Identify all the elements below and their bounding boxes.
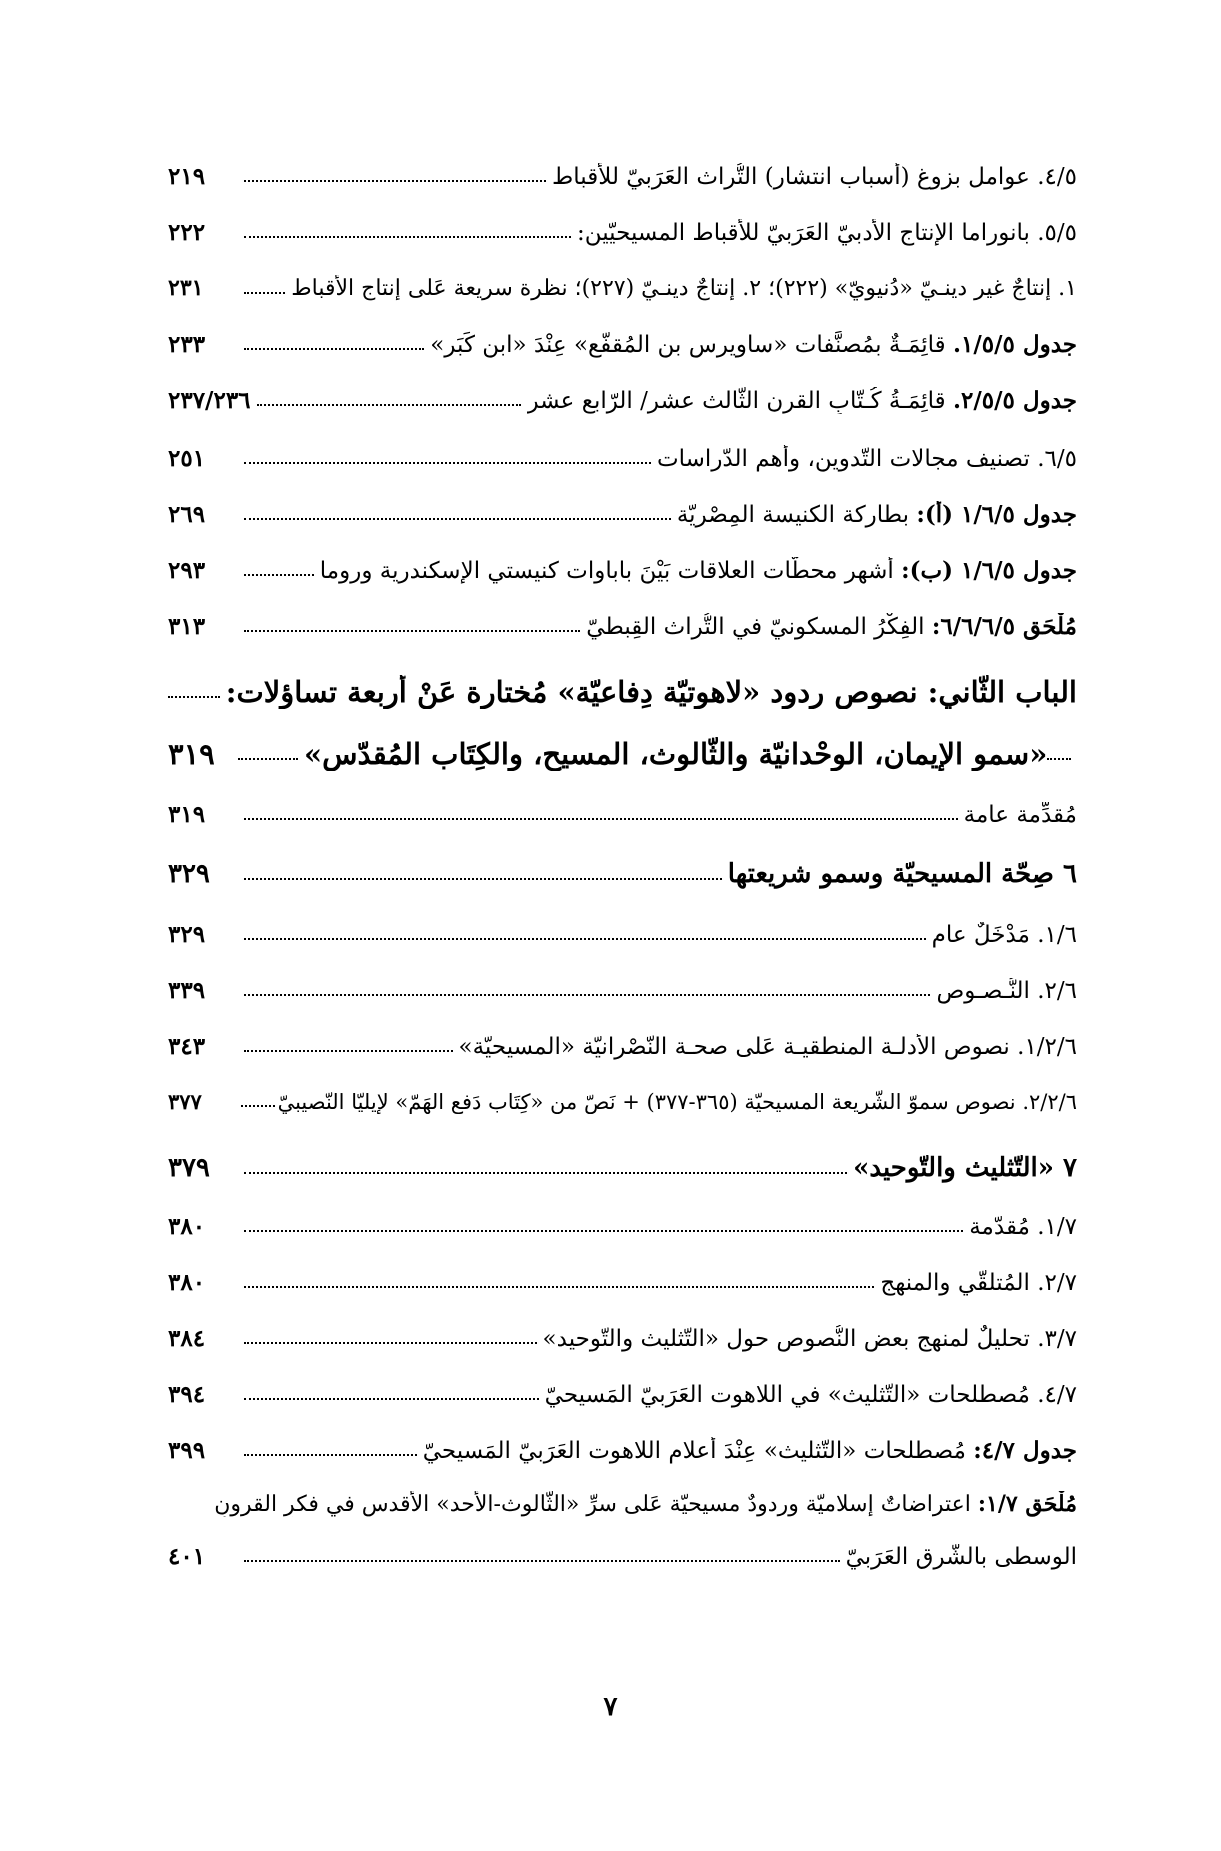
entry-title: قائِمَـةُ كُـتّابِ القرن الثّالث عشر/ الرّابع عشر [527, 388, 953, 414]
entry-page: ٣٤٣ [168, 1033, 206, 1060]
entry-title: اعتراضاتٌ إسلاميّة وردودٌ مسيحيّة عَلى سرِّ «الثّالوث-الأحد» الأقدس في فكرِ القرونِ [214, 1492, 978, 1517]
chapter-page: ٣٧٩ [168, 1153, 210, 1183]
dot-leader [1047, 757, 1071, 760]
entry-page: ٢٢٢ [168, 219, 206, 246]
entry-title: ٤/٧. مُصطلحات «التّثليث» في اللاهوت العَرَبيّ المَسيحيّ [544, 1382, 1077, 1408]
entry-title: ٢/٧. المُتلقّي والمنهج [880, 1270, 1077, 1296]
entry-title-cont: الوسطى بالشّرق العَرَبيّ [845, 1544, 1077, 1570]
dot-leader [244, 817, 958, 820]
entry-page: ٢٦٩ [168, 501, 206, 528]
toc-entry [168, 613, 1077, 640]
toc-entry [168, 219, 1077, 246]
dot-leader [244, 937, 926, 940]
entry-title: مُصطلحات «التّثليث» عِنْدَ أعلام اللاهوت العَرَبيّ المَسيحيّ [422, 1438, 974, 1464]
entry-title: مُقدِّمة عامة [963, 802, 1077, 828]
toc-entry [168, 921, 1077, 948]
dot-leader [244, 877, 722, 880]
entry-title: ١/٦. مَدْخَلٌ عام [931, 922, 1077, 948]
entry-lead: جدول ١/٥/٥. [952, 331, 1077, 358]
dot-leader [241, 1104, 275, 1107]
entry-page: ٣٨٠ [168, 1213, 206, 1240]
entry-page: ٣١٣ [168, 613, 206, 640]
toc-entry-intro [168, 801, 1077, 828]
toc-entry [168, 275, 1077, 301]
entry-lead: جدول ١/٦/٥ (أ): [916, 501, 1077, 528]
entry-page: ٣٧٧ [168, 1089, 202, 1114]
appendix-entry-line1 [168, 1491, 1077, 1517]
chapter-heading [168, 859, 1077, 889]
dot-leader [244, 461, 651, 464]
dot-leader [244, 1049, 453, 1052]
entry-page: ٣٢٩ [168, 921, 206, 948]
toc-entry [168, 163, 1077, 190]
entry-page: ٢٥١ [168, 445, 206, 472]
entry-page: ٤٠١ [168, 1543, 206, 1570]
entry-title: أشهر محطّات العلاقات بَيْنَ باباوات كنيستي الإسكندرية وروما [319, 558, 902, 584]
entry-page: ٢٣٣ [168, 331, 206, 358]
entry-page: ٣٩٩ [168, 1437, 206, 1464]
entry-page: ٣١٩ [168, 801, 206, 828]
entry-lead: مُلْحَق ٦/٦/٦/٥: [931, 613, 1077, 640]
entry-page: ٢٣٧/٢٣٦ [168, 387, 251, 414]
toc-entry [168, 331, 1077, 358]
toc-entry [168, 977, 1077, 1004]
dot-leader [244, 1559, 840, 1562]
part-title: الباب الثّاني: نصوص ردود «لاهوتيّة دِفاعيّة» مُختارة عَنْ أربعة تساؤلات: [225, 675, 1077, 709]
toc-entry [168, 1213, 1077, 1240]
part-page: ٣١٩ [168, 737, 215, 771]
toc-entry [168, 501, 1077, 528]
dot-leader [244, 517, 671, 520]
part-heading-line1 [168, 675, 1077, 709]
chapter-heading [168, 1153, 1077, 1183]
dot-leader [244, 1285, 874, 1288]
entry-title: الفِكْرُ المسكونيّ في التُّراث القِبطيّ [586, 614, 932, 640]
dot-leader [244, 1453, 417, 1456]
entry-page: ٣٨٠ [168, 1269, 206, 1296]
dot-leader [244, 1171, 847, 1174]
entry-title: ٣/٧. تحليلٌ لمنهج بعضِ النُّصوصِ حول «التّثليث والتّوحيد» [542, 1326, 1077, 1352]
entry-lead: جدول ٢/٥/٥. [952, 387, 1077, 414]
entry-title: ١/٧. مُقدّمة [969, 1214, 1077, 1240]
part-heading-line2 [168, 737, 1077, 771]
entry-title: ١/٢/٦. نصوص الأدلـة المنطقيـة عَلى صحـة النّصْرانيّة «المسيحيّة» [458, 1034, 1077, 1060]
entry-page: ٣٨٤ [168, 1325, 206, 1352]
dot-leader [257, 403, 522, 406]
appendix-entry-line2 [168, 1543, 1077, 1570]
entry-page: ٣٩٤ [168, 1381, 206, 1408]
chapter-title: ٦ صِحّة المسيحيّة وسمو شريعتها [727, 859, 1077, 889]
dot-leader [244, 1229, 963, 1232]
entry-lead: جدول ١/٦/٥ (ب): [901, 557, 1077, 584]
dot-leader [238, 757, 298, 760]
toc-entry [168, 1089, 1077, 1114]
dot-leader [244, 235, 571, 238]
dot-leader [244, 573, 314, 576]
entry-title: بطاركة الكنيسة المِصْريّة [676, 502, 917, 528]
page-number: ٧ [603, 1692, 618, 1722]
dot-leader [244, 1397, 539, 1400]
dot-leader [244, 347, 424, 350]
dot-leader [244, 993, 930, 996]
entry-title: ٥/٥. بانوراما الإنتاج الأدبيّ العَرَبيّ للأقباط المسيحيّين: [576, 220, 1077, 246]
toc-entry [168, 557, 1077, 584]
entry-title: ٢/٦. النُّـصـوص [936, 978, 1077, 1004]
dot-leader [244, 629, 580, 632]
dot-leader [244, 291, 285, 294]
chapter-page: ٣٢٩ [168, 859, 210, 889]
entry-title: ١. إنتاجٌ غير دينـيّ «دُنيويّ» (٢٢٢)؛ ٢. إنتاجٌ دينـيّ (٢٢٧)؛ نظرة سريعة عَلى إنتاج الأقباط [291, 276, 1077, 301]
toc-entry [168, 1033, 1077, 1060]
toc-entry [168, 1325, 1077, 1352]
entry-title: ٢/٢/٦. نصوص سموّ الشّريعة المسيحيّة (٣٦٥-٣٧٧) + نَصّ من «كِتَاب دَفع الهَمّ» لإيليّا النّصيبيّ [277, 1090, 1077, 1114]
toc-entry [168, 387, 1077, 414]
entry-page: ٣٣٩ [168, 977, 206, 1004]
entry-title: قائِمَـةٌ بمُصنَّفات «ساويرس بن المُقفّع» عِنْدَ «ابن كَبَر» [430, 332, 953, 358]
entry-page: ٢١٩ [168, 163, 206, 190]
dot-leader [244, 179, 546, 182]
entry-page: ٢٩٣ [168, 557, 206, 584]
entry-lead: جدول ٤/٧: [973, 1437, 1077, 1464]
entry-title: ٤/٥. عوامل بزوغ (أسباب انتشار) التُّراث العَرَبيّ للأقباط [552, 164, 1077, 190]
toc-entry [168, 1269, 1077, 1296]
dot-leader [168, 695, 220, 698]
entry-lead: مُلْحَق ١/٧: [977, 1491, 1077, 1517]
entry-title: ٦/٥. تصنيف مجالات التّدوين، وأهم الدّراسات [657, 446, 1077, 472]
part-subtitle: «سمو الإيمان، الوِحْدانيّة والثّالوث، المسيح، والكِتَاب المُقدّس» [304, 737, 1048, 771]
dot-leader [244, 1341, 537, 1344]
entry-page: ٢٣١ [168, 275, 204, 301]
toc-entry [168, 1437, 1077, 1464]
toc-entry [168, 445, 1077, 472]
toc-entry [168, 1381, 1077, 1408]
chapter-title: ٧ «التّثليث والتّوحيد» [853, 1153, 1077, 1183]
